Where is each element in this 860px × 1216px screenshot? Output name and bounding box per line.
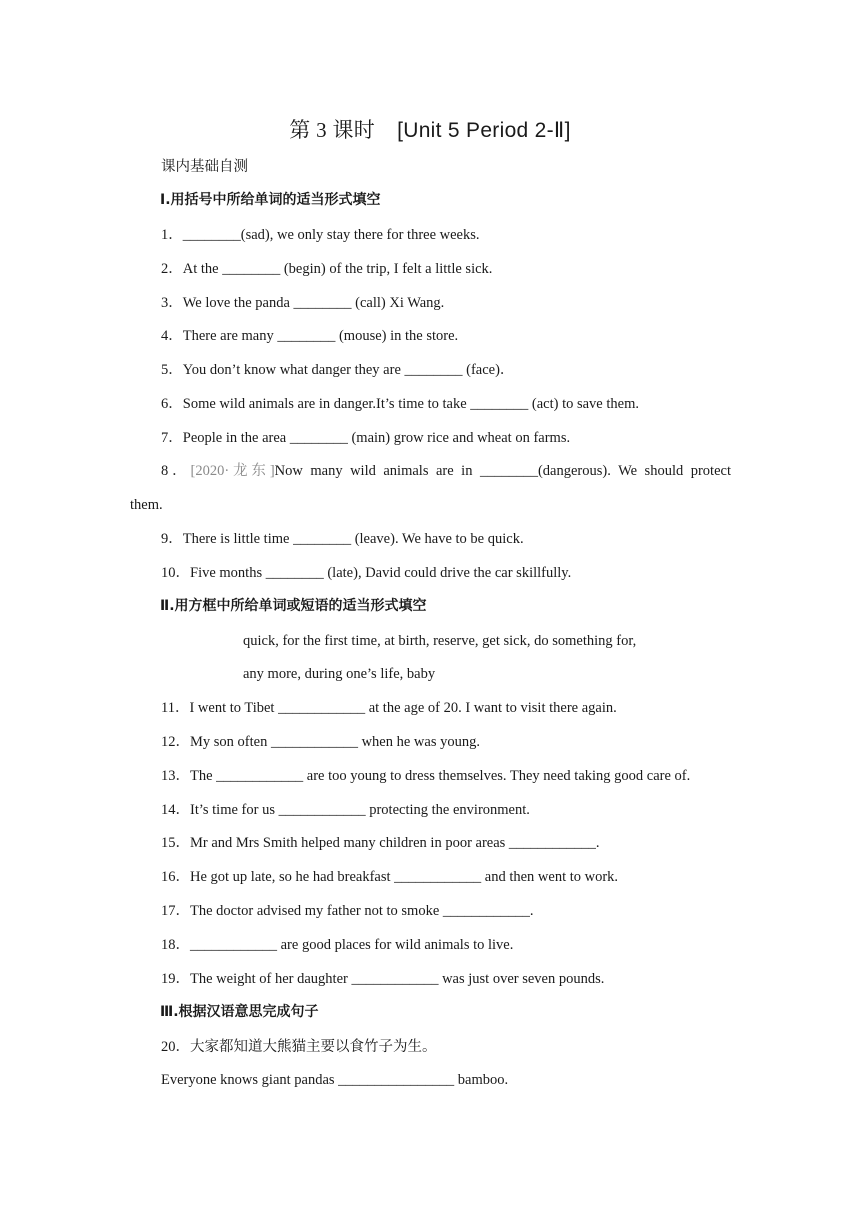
question-17: 17．The doctor advised my father not to smoke ____________. [161,903,534,919]
question-6: 6．Some wild animals are in danger.It’s time to take ________ (act) to save them. [161,396,639,412]
question-13: 13．The ____________ are too young to dress themselves. They need taking good care of. [161,768,691,784]
word-box-line-2: any more, during one’s life, baby [243,666,436,682]
title-lesson: 第 3 课时 [289,118,376,142]
section-heading-3: Ⅲ.根据汉语意思完成句子 [160,1004,319,1020]
question-1: 1．________(sad), we only stay there for three weeks. [161,227,480,243]
question-20-chinese: 20．大家都知道大熊猫主要以食竹子为生。 [161,1039,437,1055]
question-16: 16．He got up late, so he had breakfast ____________ and then went to work. [161,869,619,885]
section-heading-1: Ⅰ.用括号中所给单词的适当形式填空 [160,192,381,208]
page-title [0,114,860,144]
subtitle: 课内基础自测 [161,159,248,175]
question-8-continuation: them. [130,497,163,513]
question-15: 15．Mr and Mrs Smith helped many children in poor areas ____________. [161,835,600,851]
section-heading-2: Ⅱ.用方框中所给单词或短语的适当形式填空 [160,598,427,614]
question-4: 4．There are many ________ (mouse) in the store. [161,328,459,344]
question-8-number: 8． [161,463,191,479]
question-3: 3．We love the panda ________ (call) Xi Wang. [161,295,445,311]
question-14: 14．It’s time for us ____________ protecting the environment. [161,802,530,818]
question-10: 10．Five months ________ (late), David could drive the car skillfully. [161,565,572,581]
question-11: 11．I went to Tibet ____________ at the age of 20. I want to visit there again. [161,700,617,716]
question-7: 7．People in the area ________ (main) grow rice and wheat on farms. [161,430,571,446]
question-19: 19．The weight of her daughter ____________ was just over seven pounds. [161,971,605,987]
question-8-text: Now many wild animals are in ________(dangerous). We should protect [274,463,731,479]
question-12: 12．My son often ____________ when he was young. [161,734,480,750]
question-5: 5．You don’t know what danger they are ________ (face)． [161,362,515,378]
question-9: 9．There is little time ________ (leave). We have to be quick. [161,531,524,547]
title-unit: [Unit 5 Period 2-Ⅱ] [397,119,571,142]
word-box-line-1: quick, for the first time, at birth, reserve, get sick, do something for, [243,633,637,649]
question-8-source: [2020·龙东] [190,463,275,479]
question-20-english: Everyone knows giant pandas ________________ bamboo. [161,1072,509,1088]
question-18: 18．____________ are good places for wild animals to live. [161,937,514,953]
question-8 [161,462,731,480]
question-2: 2．At the ________ (begin) of the trip, I felt a little sick. [161,261,493,277]
